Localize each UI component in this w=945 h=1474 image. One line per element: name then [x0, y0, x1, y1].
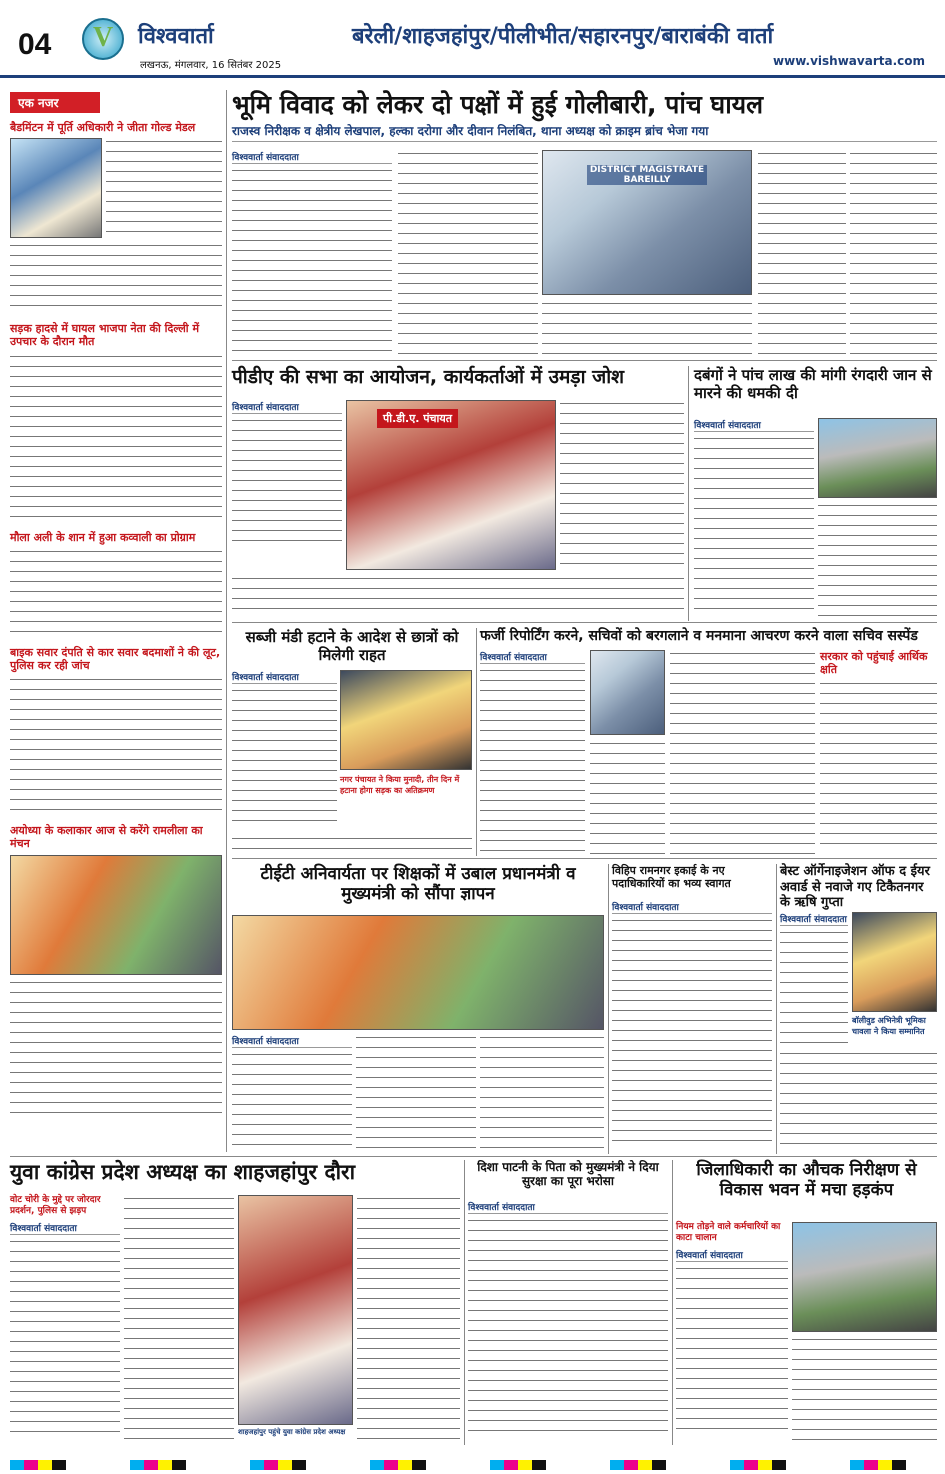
vihip-headline[interactable]: विहिप रामनगर इकाई के नए पदाधिकारियों का भव्य स्वागत [612, 864, 731, 891]
section-title: बरेली/शाहजहांपुर/पीलीभीत/सहारनपुर/बाराबंकी वार्ता [352, 24, 774, 49]
website-link[interactable]: www.vishwavarta.com [773, 54, 925, 68]
sabji-photo-caption: नगर पंचायत ने किया मुनादी, तीन दिन में हटाना होगा सड़क का अतिक्रमण [340, 775, 460, 795]
story-headline[interactable]: मौला अली के शान में हुआ कव्वाली का प्रोग्राम [10, 530, 196, 544]
dm-press-photo [542, 150, 752, 295]
award-story [780, 864, 937, 911]
story-headline[interactable]: अयोध्या के कलाकार आज से करेंगे रामलीला का मंचन [10, 824, 203, 851]
ek-nazar-column [10, 92, 222, 1152]
arthik-body [820, 680, 937, 850]
arthik-kshati-headline[interactable]: सरकार को पहुंचाई आर्थिक क्षति [820, 650, 928, 677]
award-headline[interactable]: बेस्ट ऑर्गेनाइजेशन ऑफ द ईयर अवार्ड से नवाजे गए टिकैतनगर के ऋषि गुप्ता [780, 864, 930, 911]
congress-story [10, 1160, 460, 1185]
pda-body [232, 575, 684, 617]
rangdari-photo [818, 418, 937, 498]
lead-headline[interactable]: भूमि विवाद को लेकर दो पक्षों में हुई गोलीबारी, पांच घायल [232, 90, 764, 119]
vihip-story [612, 864, 772, 890]
story-body [10, 353, 222, 523]
award-photo-caption: बॉलीवुड अभिनेत्री भूमिका चावला ने किया सम्मानित [852, 1016, 926, 1036]
lead-body [758, 150, 846, 355]
byline: विश्ववार्ता संवाददाता [780, 912, 848, 926]
suspend-body [670, 650, 815, 855]
congress-body [124, 1195, 234, 1440]
congress-kicker: वोट चोरी के मुद्दे पर जोरदार प्रदर्शन, पुलिस से झड़प [10, 1195, 101, 1216]
byline: विश्ववार्ता संवाददाता [480, 650, 585, 664]
lead-subhead: राजस्व निरीक्षक व क्षेत्रीय लेखपाल, हल्का दरोगा और दीवान निलंबित, थाना अध्यक्ष को क्राइम ब्रांच भेजा गया [232, 124, 937, 142]
byline: विश्ववार्ता संवाददाता [232, 1034, 352, 1048]
masthead-header [0, 0, 945, 78]
print-registration-bar [10, 1460, 935, 1470]
page-number: 04 [18, 28, 52, 61]
story-body [10, 979, 222, 1119]
lead-body [542, 300, 752, 355]
secretary-portrait [590, 650, 665, 735]
tet-body [480, 1034, 604, 1152]
pda-body [560, 400, 684, 570]
byline: विश्ववार्ता संवाददाता [694, 418, 814, 432]
dateline: लखनऊ, मंगलवार, 16 सितंबर 2025 [140, 60, 282, 71]
byline: विश्ववार्ता संवाददाता [232, 150, 392, 164]
inspection-story [676, 1160, 937, 1201]
badminton-photo [10, 138, 102, 238]
disha-body [468, 1217, 668, 1437]
byline: विश्ववार्ता संवाददाता [612, 900, 772, 914]
award-body [780, 929, 848, 1044]
congress-body [357, 1195, 460, 1440]
sabji-story [232, 628, 472, 664]
lead-body [398, 150, 538, 355]
congress-photo-caption: शाहजहांपुर पहुंचे युवा कांग्रेस प्रदेश अध्यक्ष [238, 1428, 346, 1436]
byline: विश्ववार्ता संवाददाता [676, 1248, 788, 1262]
rangdari-body [818, 502, 937, 618]
suspend-body [590, 740, 665, 855]
rangdari-story [694, 366, 937, 402]
pda-rally-photo [346, 400, 556, 570]
rangdari-body [694, 435, 814, 615]
congress-body [10, 1238, 120, 1438]
lead-body [850, 150, 937, 355]
sabji-body [232, 835, 472, 853]
inspection-body [676, 1265, 788, 1435]
story-body [10, 242, 222, 312]
teachers-protest-photo [232, 915, 604, 1030]
sabji-headline[interactable]: सब्जी मंडी हटाने के आदेश से छात्रों को मिलेगी राहत [245, 628, 459, 664]
congress-rally-photo [238, 1195, 353, 1425]
story-headline[interactable]: सड़क हादसे में घायल भाजपा नेता की दिल्ली में उपचार के दौरान मौत [10, 322, 200, 349]
story-body [106, 138, 222, 238]
pda-headline[interactable]: पीडीए की सभा का आयोजन, कार्यकर्ताओं में उमड़ा जोश [232, 366, 625, 388]
disha-headline[interactable]: दिशा पाटनी के पिता को मुख्यमंत्री ने दिया सुरक्षा का पूरा भरोसा [477, 1160, 659, 1189]
suspend-body [480, 667, 585, 852]
sabji-mandi-photo [340, 670, 472, 770]
ek-nazar-label: एक नजर [10, 92, 100, 113]
pda-banner: पी.डी.ए. पंचायत [377, 409, 458, 428]
tet-body [356, 1034, 476, 1152]
photo-sign: DISTRICT MAGISTRATE BAREILLY [587, 165, 707, 185]
congress-headline[interactable]: युवा कांग्रेस प्रदेश अध्यक्ष का शाहजहांपुर दौरा [10, 1160, 356, 1184]
pda-story [232, 366, 684, 389]
logo-letter: V [93, 22, 114, 53]
byline: विश्ववार्ता संवाददाता [468, 1200, 668, 1214]
byline: विश्ववार्ता संवाददाता [232, 400, 342, 414]
byline: विश्ववार्ता संवाददाता [10, 1221, 120, 1235]
lead-story [232, 90, 937, 142]
ramlila-photo [10, 855, 222, 975]
inspection-kicker: नियम तोड़ने वाले कर्मचारियों का काटा चालान [676, 1222, 781, 1243]
inspection-headline[interactable]: जिलाधिकारी का औचक निरीक्षण से विकास भवन में मचा हड़कंप [696, 1160, 917, 1201]
vihip-body [612, 917, 772, 1149]
inspection-body [792, 1336, 937, 1440]
suspend-headline[interactable]: फर्जी रिपोर्टिंग करने, सचिवों को बरगलाने व मनमाना आचरण करने वाला सचिव सस्पेंड [480, 628, 918, 644]
story-body [10, 676, 222, 816]
story-headline[interactable]: बाइक सवार दंपति से कार सवार बदमाशों ने की लूट, पुलिस कर रही जांच [10, 645, 221, 672]
tet-story [232, 864, 604, 905]
award-ceremony-photo [852, 912, 937, 1012]
story-body [10, 548, 222, 638]
pda-body [232, 417, 342, 549]
story-headline[interactable]: बैडमिंटन में पूर्ति अधिकारी ने जीता गोल्ड मेडल [10, 121, 196, 134]
suspend-story [480, 628, 937, 645]
vikas-bhawan-photo [792, 1222, 937, 1332]
disha-story [468, 1160, 668, 1189]
byline: विश्ववार्ता संवाददाता [232, 670, 337, 684]
tet-body [232, 1051, 352, 1151]
lead-body [232, 167, 392, 352]
award-body [780, 1050, 937, 1152]
sabji-body [232, 687, 337, 827]
newspaper-name: विश्ववार्ता [138, 24, 214, 49]
tet-headline[interactable]: टीईटी अनिवार्यता पर शिक्षकों में उबाल प्रधानमंत्री व मुख्यमंत्री को सौंपा ज्ञापन [260, 864, 576, 905]
rangdari-headline[interactable]: दबंगों ने पांच लाख की मांगी रंगदारी जान से मारने की धमकी दी [694, 366, 932, 402]
